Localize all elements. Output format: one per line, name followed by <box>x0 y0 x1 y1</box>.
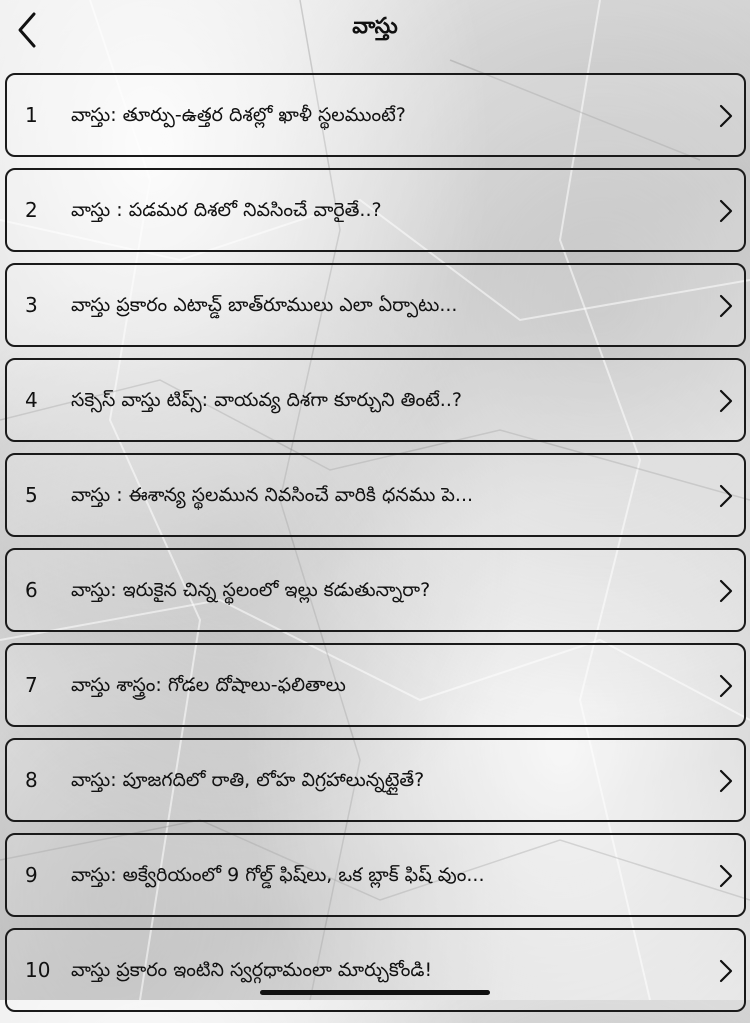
list-item[interactable] <box>5 263 746 347</box>
chevron-right-icon <box>718 388 734 414</box>
item-number: 4 <box>25 388 38 412</box>
list-item[interactable] <box>5 358 746 442</box>
item-number: 3 <box>25 293 38 317</box>
chevron-right-icon <box>718 103 734 129</box>
item-title: వాస్తు ప్రకారం ఎటాచ్డ్ బాత్‌రూములు ఎలా ఏర్పాటు... <box>71 294 458 316</box>
chevron-right-icon <box>718 578 734 604</box>
chevron-right-icon <box>718 483 734 509</box>
chevron-right-icon <box>718 768 734 794</box>
chevron-right-icon <box>718 958 734 984</box>
chevron-right-icon <box>718 293 734 319</box>
item-number: 2 <box>25 198 38 222</box>
list-item[interactable] <box>5 928 746 1012</box>
item-title: వాస్తు: తూర్పు-ఉత్తర దిశల్లో ఖాళీ స్థలముంటే? <box>71 104 406 126</box>
chevron-right-icon <box>718 863 734 889</box>
item-number: 5 <box>25 483 38 507</box>
item-number: 10 <box>25 958 51 982</box>
chevron-right-icon <box>718 198 734 224</box>
item-title: వాస్తు: ఇరుకైన చిన్న స్థలంలో ఇల్లు కడుతున్నారా? <box>71 579 431 601</box>
item-title: వాస్తు: పూజగదిలో రాతి, లోహ విగ్రహాలున్నట్లైతే? <box>71 769 425 791</box>
item-title: సక్సెస్ వాస్తు టిప్స్: వాయవ్య దిశగా కూర్చుని తింటే..? <box>71 389 462 411</box>
list-item[interactable] <box>5 643 746 727</box>
chevron-right-icon <box>718 673 734 699</box>
navigation-bar <box>0 0 750 64</box>
list-item[interactable] <box>5 738 746 822</box>
page-title: వాస్తు <box>352 14 398 39</box>
item-number: 9 <box>25 863 38 887</box>
list-item[interactable] <box>5 73 746 157</box>
item-title: వాస్తు : పడమర దిశలో నివసించే వారైతే..? <box>71 199 382 221</box>
item-title: వాస్తు శాస్త్రం: గోడల దోషాలు-ఫలితాలు <box>71 674 346 696</box>
item-number: 7 <box>25 673 38 697</box>
list-item[interactable] <box>5 548 746 632</box>
list-item[interactable] <box>5 833 746 917</box>
list-item[interactable] <box>5 168 746 252</box>
item-number: 6 <box>25 578 38 602</box>
item-number: 1 <box>25 103 38 127</box>
item-title: వాస్తు ప్రకారం ఇంటిని స్వర్గధామంలా మార్చుకోండి! <box>71 959 433 981</box>
list-item[interactable] <box>5 453 746 537</box>
item-title: వాస్తు : ఈశాన్య స్థలమున నివసించే వారికి ధనము పె... <box>71 484 474 506</box>
item-title: వాస్తు: అక్వేరియంలో 9 గోల్డ్ ఫిష్‌లు, ఒక బ్లాక్ ఫిష్ వుం... <box>71 864 485 886</box>
home-indicator[interactable] <box>260 990 490 995</box>
article-list <box>5 73 746 1023</box>
item-number: 8 <box>25 768 38 792</box>
